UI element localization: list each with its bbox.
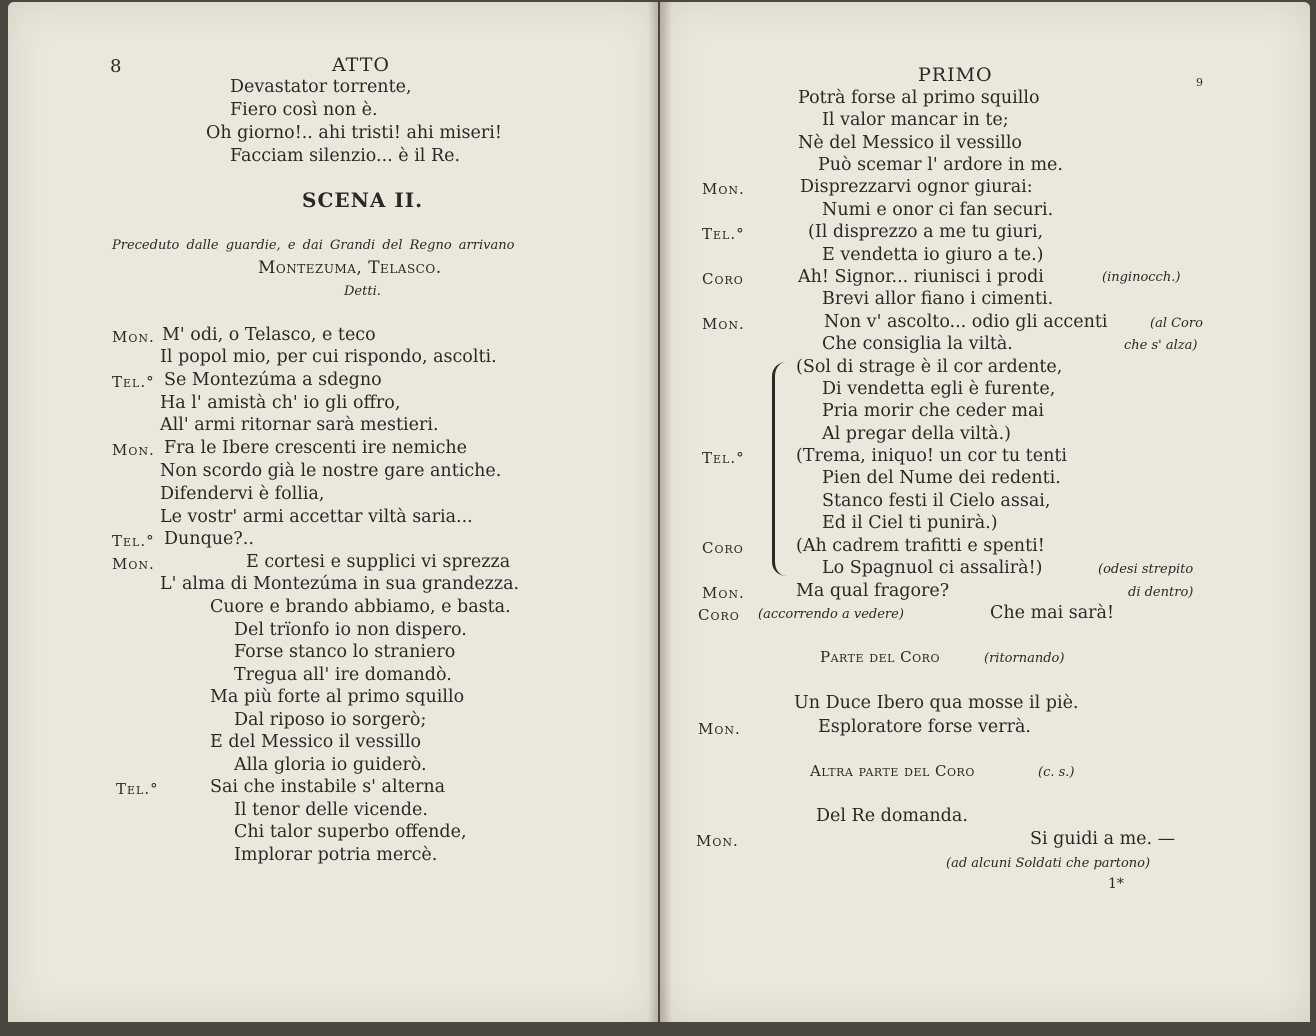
dialogue-line: Implorar potria mercè.	[234, 845, 438, 865]
dialogue-line: Ma più forte al primo squillo	[210, 687, 465, 707]
page-number-left: 8	[110, 56, 122, 77]
dialogue-line: M' odi, o Telasco, e teco	[162, 325, 376, 345]
speaker-label: Coro	[698, 606, 740, 624]
running-head-left: ATTO	[332, 54, 390, 76]
dialogue-line: Esploratore forse verrà.	[818, 717, 1031, 737]
speaker-label: Mon.	[696, 832, 739, 850]
dialogue-line: Ed il Ciel ti punirà.)	[822, 513, 998, 533]
stage-direction: Preceduto dalle guardie, e dai Grandi del Regno arrivano	[112, 238, 515, 253]
speaker-label: Mon.	[112, 441, 155, 459]
speaker-label: Mon.	[112, 555, 155, 573]
speaker-label: Coro	[702, 270, 744, 288]
dialogue-line: Pien del Nume dei redenti.	[822, 468, 1061, 488]
dialogue-line: Che consiglia la viltà.	[822, 334, 1013, 354]
ensemble-brace	[772, 362, 791, 576]
detti-label: Detti.	[344, 284, 381, 299]
character-list: Montezuma, Telasco.	[258, 258, 442, 278]
dialogue-line: Lo Spagnuol ci assalirà!)	[822, 558, 1043, 578]
dialogue-line: Ma qual fragore?	[796, 581, 950, 601]
speaker-label: Tel.°	[112, 532, 155, 550]
dialogue-line: Il popol mio, per cui rispondo, ascolti.	[160, 347, 497, 367]
dialogue-line: Chi talor superbo offende,	[234, 822, 467, 842]
parte-coro-heading: Parte del Coro	[820, 648, 940, 666]
dialogue-line: Un Duce Ibero qua mosse il piè.	[794, 693, 1079, 713]
dialogue-line: Pria morir che ceder mai	[822, 401, 1045, 421]
dialogue-line: Dal riposo io sorgerò;	[234, 710, 427, 730]
dialogue-line: Stanco festi il Cielo assai,	[822, 491, 1051, 511]
running-head-right: PRIMO	[918, 64, 993, 86]
speaker-label: Coro	[702, 539, 744, 557]
dialogue-line: Difendervi è follia,	[160, 484, 325, 504]
speaker-label: Mon.	[112, 328, 155, 346]
printer-signature: 1*	[1108, 876, 1124, 892]
page-number-right: 9	[1196, 76, 1203, 89]
dialogue-line: E del Messico il vessillo	[210, 732, 422, 752]
speaker-label: Tel.°	[112, 373, 155, 391]
dialogue-line: Di vendetta egli è furente,	[822, 379, 1056, 399]
speaker-label: Mon.	[702, 315, 745, 333]
stage-note: di dentro)	[1128, 585, 1194, 600]
dialogue-line: Il tenor delle vicende.	[234, 800, 428, 820]
dialogue-line: Al pregar della viltà.)	[822, 424, 1011, 444]
speaker-label: Tel.°	[702, 449, 745, 467]
stage-note: (al Coro	[1150, 316, 1203, 331]
dialogue-line: Del trïonfo io non dispero.	[234, 620, 467, 640]
stage-note: (accorrendo a vedere)	[758, 607, 904, 622]
dialogue-line: Non scordo già le nostre gare antiche.	[160, 461, 502, 481]
dialogue-line: Numi e onor ci fan securi.	[822, 200, 1054, 220]
dialogue-line: Non v' ascolto... odio gli accenti	[824, 312, 1108, 332]
stage-note: che s' alza)	[1124, 338, 1198, 353]
dialogue-line: Forse stanco lo straniero	[234, 642, 456, 662]
book-gutter	[648, 2, 672, 1022]
stage-note: (ritornando)	[984, 651, 1065, 666]
dialogue-line: (Il disprezzo a me tu giuri,	[808, 222, 1044, 242]
stage-note: (c. s.)	[1038, 765, 1075, 780]
dialogue-line: Si guidi a me. —	[1030, 829, 1176, 849]
dialogue-line: Le vostr' armi accettar viltà saria...	[160, 507, 473, 527]
dialogue-line: Ha l' amistà ch' io gli offro,	[160, 393, 401, 413]
speaker-label: Mon.	[702, 584, 745, 602]
speaker-label: Mon.	[702, 180, 745, 198]
verse-line: Il valor mancar in te;	[822, 110, 1009, 130]
dialogue-line: Se Montezúma a sdegno	[164, 370, 382, 390]
dialogue-line: (Ah cadrem trafitti e spenti!	[796, 536, 1045, 556]
stage-note: (inginocch.)	[1102, 270, 1181, 285]
dialogue-line: (Sol di strage è il cor ardente,	[796, 357, 1063, 377]
dialogue-line: Ah! Signor... riunisci i prodi	[798, 267, 1044, 287]
verse-line: Facciam silenzio... è il Re.	[230, 146, 461, 166]
dialogue-line: Brevi allor fiano i cimenti.	[822, 289, 1054, 309]
dialogue-line: Sai che instabile s' alterna	[210, 777, 446, 797]
verse-line: Oh giorno!.. ahi tristi! ahi miseri!	[206, 123, 502, 143]
stage-note: (odesi strepito	[1098, 562, 1194, 577]
dialogue-line: Che mai sarà!	[990, 603, 1115, 623]
dialogue-line: Alla gloria io guiderò.	[234, 755, 427, 775]
speaker-label: Mon.	[698, 720, 741, 738]
verse-line: Fiero così non è.	[230, 100, 378, 120]
verse-line: Potrà forse al primo squillo	[798, 88, 1040, 108]
dialogue-line: Del Re domanda.	[816, 806, 968, 826]
dialogue-line: Dunque?..	[164, 529, 254, 549]
verse-line: Devastator torrente,	[230, 77, 412, 97]
dialogue-line: E vendetta io giuro a te.)	[822, 245, 1044, 265]
dialogue-line: Fra le Ibere crescenti ire nemiche	[164, 438, 468, 458]
dialogue-line: L' alma di Montezúma in sua grandezza.	[160, 574, 520, 594]
dialogue-line: Tregua all' ire domandò.	[234, 665, 452, 685]
dialogue-line: All' armi ritornar sarà mestieri.	[160, 415, 439, 435]
dialogue-line: E cortesi e supplici vi sprezza	[246, 552, 511, 572]
verse-line: Può scemar l' ardore in me.	[818, 155, 1063, 175]
dialogue-line: Disprezzarvi ognor giurai:	[800, 177, 1033, 197]
speaker-label: Tel.°	[116, 780, 159, 798]
dialogue-line: Cuore e brando abbiamo, e basta.	[210, 597, 511, 617]
verse-line: Nè del Messico il vessillo	[798, 133, 1022, 153]
dialogue-line: (Trema, iniquo! un cor tu tenti	[796, 446, 1067, 466]
speaker-label: Tel.°	[702, 225, 745, 243]
stage-note: (ad alcuni Soldati che partono)	[946, 856, 1151, 871]
scene-title: SCENA II.	[302, 188, 424, 212]
altra-parte-heading: Altra parte del Coro	[810, 762, 975, 780]
